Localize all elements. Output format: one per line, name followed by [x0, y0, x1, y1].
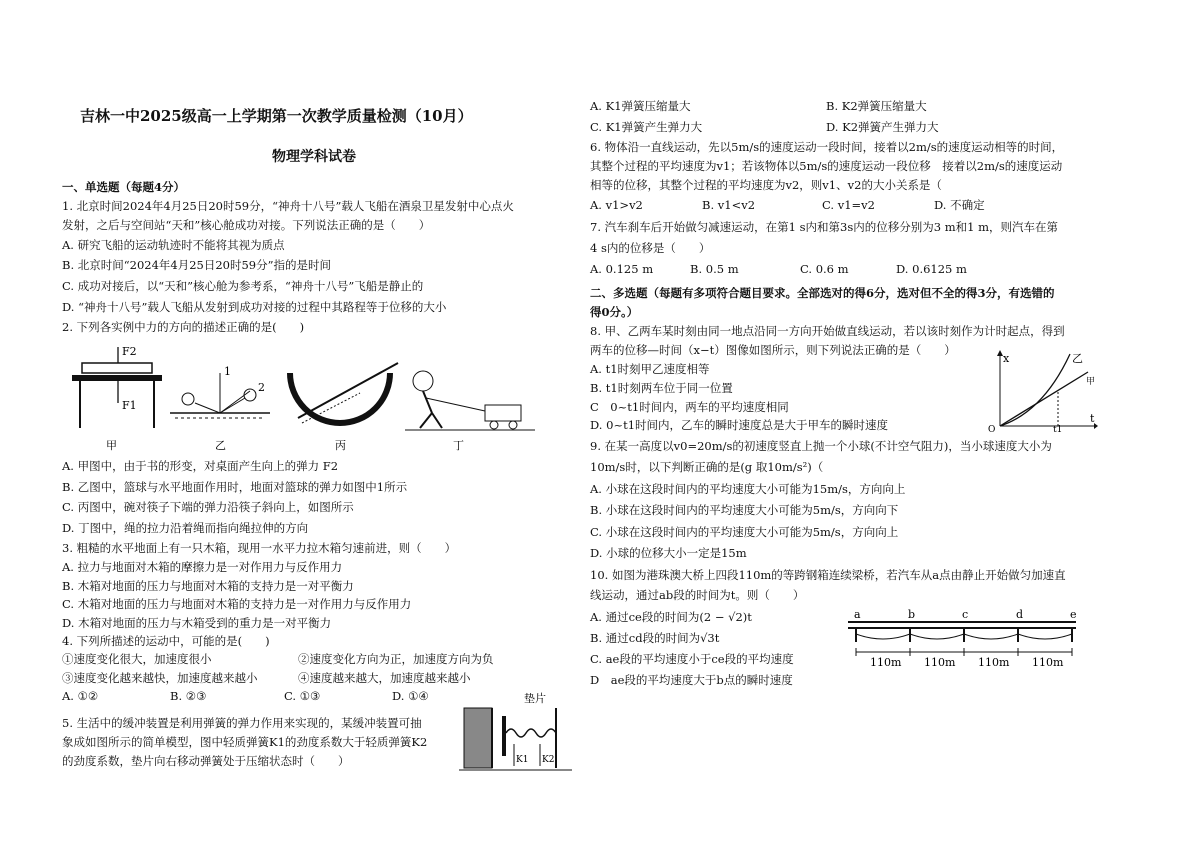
q9-option-b: B. 小球在这段时间内的平均速度大小可能为5m/s，方向向下	[590, 503, 899, 517]
section-single-choice: 一、单选题（每题4分）	[62, 180, 186, 194]
label-f1: F1	[122, 399, 137, 412]
q5-option-d: D. K2弹簧产生弹力大	[826, 120, 939, 134]
q2-option-b: B. 乙图中，篮球与水平地面作用时，地面对篮球的弹力如图中1所示	[62, 480, 408, 494]
curve-yi-label: 乙	[1072, 352, 1083, 365]
exam-subtitle: 物理学科试卷	[272, 149, 356, 165]
q4-item-2: ②速度变化方向为正，加速度方向为负	[298, 652, 494, 666]
bowl-chopstick-diagram	[290, 363, 398, 423]
k2-label: K2	[542, 755, 555, 765]
table-book-diagram	[72, 345, 162, 428]
arrow-1-label: 1	[224, 365, 231, 378]
q10-option-b: B. 通过cd段的时间为√3t	[590, 631, 720, 645]
q4-option-a: A. ①②	[62, 689, 99, 703]
point-d: d	[1016, 608, 1024, 621]
q6-option-c: C. v1=v2	[822, 198, 875, 212]
line-jia-label: 甲	[1086, 377, 1096, 387]
q3-option-c: C. 木箱对地面的压力与地面对木箱的支持力是一对作用力与反作用力	[62, 597, 412, 611]
q10-option-a: A. 通过ce段的时间为(2 − √2)t	[590, 610, 752, 624]
basketball-diagram	[170, 365, 270, 418]
exam-title: 吉林一中2025级高一上学期第一次教学质量检测（10月）	[80, 107, 473, 125]
q4-option-b: B. ②③	[170, 689, 207, 703]
q8-xt-graph	[988, 350, 1098, 432]
q9-option-d: D. 小球的位移大小一定是15m	[590, 546, 747, 560]
axis-x-label: x	[1003, 352, 1010, 365]
q4-item-4: ④速度越来越大，加速度越来越小	[298, 671, 471, 685]
q7-option-b: B. 0.5 m	[690, 262, 739, 276]
label-f2: F2	[122, 345, 137, 358]
q5-option-b: B. K2弹簧压缩量大	[826, 99, 927, 113]
q1-line2: 发射，之后与空间站“天和”核心舱成功对接。下列说法正确的是（ ）	[62, 218, 431, 232]
q10-line1: 10. 如图为港珠澳大桥上四段110m的等跨钢箱连续梁桥，若汽车从a点由静止开始做匀加速直	[590, 568, 1066, 582]
t1-label: t1	[1053, 425, 1063, 432]
section-multi-line2: 得0分。）	[590, 305, 639, 319]
q5-line1: 5. 生活中的缓冲装置是利用弹簧的弹力作用来实现的，某缓冲装置可抽	[62, 716, 422, 730]
q10-option-c: C. ae段的平均速度小于ce段的平均速度	[590, 652, 794, 666]
q5-spring-figure	[454, 688, 576, 776]
q9-line2: 10m/s时，以下判断正确的是(g 取10m/s²)（	[590, 460, 824, 474]
q3-option-a: A. 拉力与地面对木箱的摩擦力是一对作用力与反作用力	[62, 560, 343, 574]
q2-option-d: D. 丁图中，绳的拉力沿着绳而指向绳拉伸的方向	[62, 521, 309, 535]
q4-item-1: ①速度变化很大，加速度很小	[62, 652, 212, 666]
q7-line2: 4 s内的位移是（ ）	[590, 241, 711, 255]
q5-line3: 的劲度系数，垫片向右移动弹簧处于压缩状态时（ ）	[62, 754, 350, 768]
q10-bridge-figure	[844, 608, 1078, 670]
q9-line1: 9. 在某一高度以v0=20m/s的初速度竖直上抛一个小球(不计空气阻力)，当小球速度大小为	[590, 439, 1052, 453]
pad-label: 垫片	[524, 692, 546, 705]
span-label-3: 110m	[978, 656, 1010, 669]
q8-option-b: B. t1时刻两车位于同一位置	[590, 381, 733, 395]
span-label-1: 110m	[870, 656, 902, 669]
q5-line2: 象成如图所示的简单模型，图中轻质弹簧K1的劲度系数大于轻质弹簧K2	[62, 735, 428, 749]
q2-stem: 2. 下列各实例中力的方向的描述正确的是( )	[62, 320, 305, 334]
q7-option-c: C. 0.6 m	[800, 262, 849, 276]
q6-line3: 相等的位移，其整个过程的平均速度为v2，则v1、v2的大小关系是（	[590, 178, 942, 192]
point-a: a	[854, 608, 861, 621]
q9-option-c: C. 小球在这段时间内的平均速度大小可能为5m/s，方向向上	[590, 525, 899, 539]
q9-option-a: A. 小球在这段时间内的平均速度大小可能为15m/s，方向向上	[590, 482, 906, 496]
q10-line2: 线运动，通过ab段的时间为t。则（ ）	[590, 588, 805, 602]
q1-option-d: D. “神舟十八号”载人飞船从发射到成功对接的过程中其路程等于位移的大小	[62, 300, 447, 314]
q3-stem: 3. 粗糙的水平地面上有一只木箱，现用一水平力拉木箱匀速前进，则（ ）	[62, 541, 457, 555]
span-label-2: 110m	[924, 656, 956, 669]
q4-item-3: ③速度变化越来越快，加速度越来越小	[62, 671, 258, 685]
q1-option-b: B. 北京时间“2024年4月25日20时59分”指的是时间	[62, 258, 332, 272]
q6-option-d: D. 不确定	[934, 198, 985, 212]
q7-option-a: A. 0.125 m	[590, 262, 654, 276]
q4-option-c: C. ①③	[284, 689, 321, 703]
q3-option-d: D. 木箱对地面的压力与木箱受到的重力是一对平衡力	[62, 616, 332, 630]
origin-label: O	[988, 425, 996, 432]
q10-option-d: D ae段的平均速度大于b点的瞬时速度	[590, 673, 793, 687]
q5-option-a: A. K1弹簧压缩量大	[590, 99, 691, 113]
q8-option-c: C 0~t1时间内，两车的平均速度相同	[590, 400, 789, 414]
caption-ding: 丁	[453, 439, 464, 452]
k1-label: K1	[516, 755, 529, 765]
arrow-2-label: 2	[258, 381, 265, 394]
caption-jia: 甲	[106, 439, 117, 452]
caption-bing: 丙	[335, 439, 346, 452]
q2-option-c: C. 丙图中，碗对筷子下端的弹力沿筷子斜向上，如图所示	[62, 500, 354, 514]
point-e: e	[1070, 608, 1077, 621]
q8-option-a: A. t1时刻甲乙速度相等	[590, 362, 710, 376]
q1-line1: 1. 北京时间2024年4月25日20时59分，“神舟十八号”载人飞船在酒泉卫星发射中心点火	[62, 199, 514, 213]
q6-option-b: B. v1<v2	[702, 198, 756, 212]
q4-option-d: D. ①④	[392, 689, 429, 703]
q1-option-c: C. 成功对接后，以“天和”核心舱为参考系，“神舟十八号”飞船是静止的	[62, 279, 424, 293]
q6-option-a: A. v1>v2	[590, 198, 643, 212]
q6-line1: 6. 物体沿一直线运动，先以5m/s的速度运动一段时间，接着以2m/s的速度运动相等的时间，	[590, 140, 1064, 154]
person-cart-diagram	[405, 371, 535, 430]
section-multi-line1: 二、多选题（每题有多项符合题目要求。全部选对的得6分，选对但不全的得3分，有选错的	[590, 286, 1055, 300]
q1-option-a: A. 研究飞船的运动轨迹时不能将其视为质点	[62, 238, 285, 252]
q6-line2: 其整个过程的平均速度为v1；若该物体以5m/s的速度运动一段位移 接着以2m/s的速度运动	[590, 159, 1063, 173]
q7-line1: 7. 汽车刹车后开始做匀减速运动，在第1 s内和第3s内的位移分别为3 m和1 m，则汽车在第	[590, 220, 1058, 234]
q4-stem: 4. 下列所描述的运动中，可能的是( )	[62, 634, 270, 648]
q8-line1: 8. 甲、乙两车某时刻由同一地点沿同一方向开始做直线运动，若以该时刻作为计时起点，得到	[590, 324, 1065, 338]
point-b: b	[908, 608, 916, 621]
q2-option-a: A. 甲图中，由于书的形变，对桌面产生向上的弹力 F2	[62, 459, 339, 473]
axis-t-label: t	[1090, 412, 1095, 425]
q8-line2: 两车的位移—时间（x−t）图像如图所示，则下列说法正确的是（ ）	[590, 343, 956, 357]
q5-option-c: C. K1弹簧产生弹力大	[590, 120, 703, 134]
q3-option-b: B. 木箱对地面的压力与地面对木箱的支持力是一对平衡力	[62, 579, 354, 593]
q7-option-d: D. 0.6125 m	[896, 262, 967, 276]
q8-option-d: D. 0~t1时间内，乙车的瞬时速度总是大于甲车的瞬时速度	[590, 418, 889, 432]
caption-yi: 乙	[215, 439, 226, 452]
q2-figure	[70, 343, 540, 455]
point-c: c	[962, 608, 969, 621]
span-label-4: 110m	[1032, 656, 1064, 669]
